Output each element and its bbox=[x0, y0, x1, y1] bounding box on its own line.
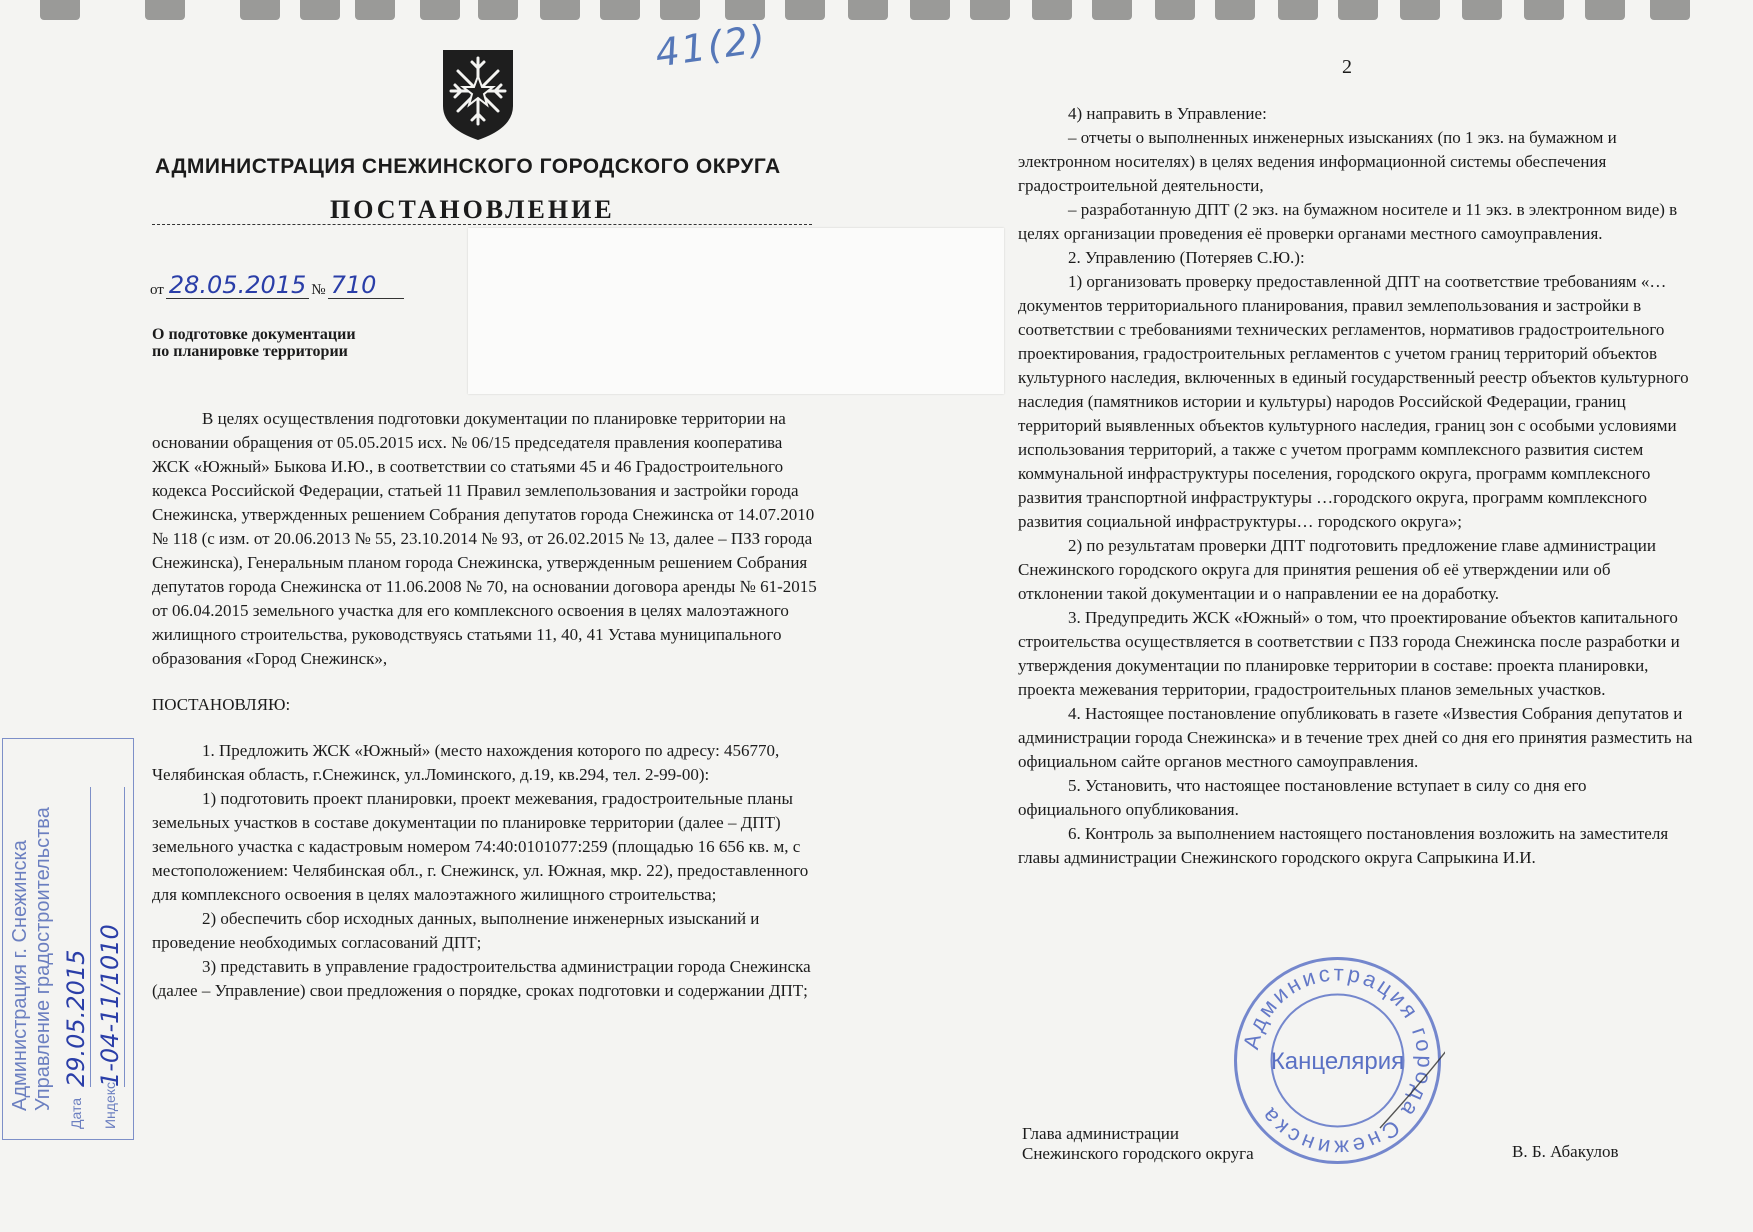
clause-paragraph: – разработанную ДПТ (2 экз. на бумажном носителе и 11 экз. в электронном виде) в целях организации проведения её проверки органами местного самоуправления. bbox=[1018, 200, 1678, 243]
clause-paragraph: 3) представить в управление градостроительства администрации города Снежинска (далее – Управление) свои предложения о порядке, сроках подготовки и содержании ДПТ; bbox=[152, 957, 811, 1000]
document-type-title: ПОСТАНОВЛЕНИЕ bbox=[330, 195, 615, 224]
resolve-heading: ПОСТАНОВЛЯЮ: bbox=[152, 695, 291, 714]
clause-paragraph: – отчеты о выполненных инженерных изысканиях (по 1 экз. на бумажном и электронном носителях) в целях ведения информационной системы обеспечения градостроительной деятельности, bbox=[1018, 128, 1617, 195]
header-rule bbox=[152, 224, 812, 225]
clause-paragraph: 6. Контроль за выполнением настоящего постановления возложить на заместителя главы администрации Снежинского городского округа Сапрыкина И.И. bbox=[1018, 824, 1669, 867]
stamp-organization-line: Управление градостроительства bbox=[32, 807, 54, 1111]
document-date: 28.05.2015 bbox=[166, 272, 309, 299]
clause-paragraph: 5. Установить, что настоящее постановление вступает в силу со дня его официального опубликования. bbox=[1018, 776, 1587, 819]
clause-paragraph: 2. Управлению (Потеряев С.Ю.): bbox=[1068, 248, 1305, 267]
clause-paragraph: 1) подготовить проект планировки, проект межевания, градостроительные планы земельных участков в составе документации по планировке территории (далее – ДПТ) земельного участка с кадастровым номером 74:40:0101077:259 (площадью 16 656 кв. м, с местоположением: Челябинская обл., г. Снежинск, ул. Южная, мкр. 22), предоставленного для комплексного освоения в целях малоэтажного жилищного строительства; bbox=[152, 789, 809, 904]
clause-paragraph: 4. Настоящее постановление опубликовать в газете «Известия Собрания депутатов и администрации города Снежинска» и в течение трех дней со дня его принятия разместить на официальном сайте органов местного самоуправления. bbox=[1018, 704, 1693, 771]
date-label: от bbox=[150, 282, 164, 298]
preamble-paragraph: В целях осуществления подготовки документации по планировке территории на основании обращения от 05.05.2015 исх. № 06/15 председателя правления кооператива ЖСК «Южный» Быкова И.Ю., в соответствии со статьями 45 и 46 Градостроительного кодекса Российской Федерации, статьей 11 Правил землепользования и застройки города Снежинска, утвержденных решением Собрания депутатов города Снежинска от 14.07.2010 № 118 (с изм. от 20.06.2013 № 55, 23.10.2014 № 93, от 26.02.2015 № 13, далее – ПЗЗ города Снежинска), Генеральным планом города Снежинска, утвержденным решением Собрания депутатов города Снежинска от 11.06.2008 № 70, на основании договора аренды № 61-2015 от 06.04.2015 земельного участка для его комплексного освоения в целях малоэтажного жилищного строительства, руководствуясь статьями 11, 40, 41 Устава муниципального образования «Город Снежинск», bbox=[152, 409, 817, 668]
redaction-patch bbox=[468, 228, 1004, 394]
document-number: 710 bbox=[328, 272, 404, 299]
stamp-date-value: 29.05.2015 bbox=[62, 787, 91, 1087]
subject-line: О подготовке документации bbox=[152, 326, 356, 343]
stamp-organization-line: Администрация г. Снежинска bbox=[9, 840, 31, 1111]
clause-paragraph: 3. Предупредить ЖСК «Южный» о том, что проектирование объектов капитального строительства осуществляется в соответствии с ПЗЗ города Снежинска после разработки и утверждения документации по планировке территории в составе: проекта планировки, проекта межевания территории, градостроительных планов земельных участков. bbox=[1018, 608, 1680, 699]
clause-paragraph: 1) организовать проверку предоставленной ДПТ на соответствие требованиям «…документов территориального планирования, правил землепользования и застройки в соответствии с требованиями технических регламентов, нормативов градостроительного проектирования, градостроительных регламентов с учетом границ территорий объектов культурного наследия, включенных в единый государственный реестр объектов культурного наследия (памятников истории и культуры) народов Российской Федерации, границ территорий выявленных объектов культурного наследия, границ зон с особыми условиями использования территорий, а также с учетом программ комплексного развития систем коммунальной инфраструктуры поселения, городского округа, программ комплексного развития транспортной инфраструктуры …городского округа, программ комплексного развития социальной инфраструктуры… городского округа»; bbox=[1018, 272, 1689, 531]
organization-title: АДМИНИСТРАЦИЯ СНЕЖИНСКОГО ГОРОДСКОГО ОКРУГА bbox=[155, 155, 781, 178]
stamp-index-value: 1-04-11/1010 bbox=[96, 787, 125, 1087]
clause-paragraph: 2) по результатам проверки ДПТ подготовить предложение главе администрации Снежинского городского округа для принятия решения об её утверждении или об отклонении такой документации и о направлении ее на доработку. bbox=[1018, 536, 1656, 603]
handwritten-annotation: 41(2) bbox=[652, 16, 770, 76]
signatory-name: В. Б. Абакулов bbox=[1512, 1142, 1619, 1161]
signatory-position: Снежинского городского округа bbox=[1022, 1144, 1254, 1163]
stamp-organization bbox=[3, 739, 59, 1139]
page-number: 2 bbox=[1342, 56, 1352, 78]
stamp-index-row bbox=[93, 739, 127, 1129]
signatory-position: Глава администрации bbox=[1022, 1124, 1179, 1143]
stamp-date-label: Дата bbox=[68, 1097, 84, 1129]
number-label: № bbox=[311, 282, 326, 298]
left-column-text bbox=[152, 407, 817, 1003]
clause-paragraph: 2) обеспечить сбор исходных данных, выполнение инженерных изысканий и проведение необходимых согласований ДПТ; bbox=[152, 909, 760, 952]
clause-paragraph: 1. Предложить ЖСК «Южный» (место нахождения которого по адресу: 456770, Челябинская область, г.Снежинск, ул.Ломинского, д.19, кв.294, тел. 2-99-00): bbox=[152, 741, 780, 784]
date-number-line bbox=[150, 272, 404, 299]
incoming-registration-stamp bbox=[2, 738, 134, 1140]
right-column-text bbox=[1018, 102, 1694, 870]
coat-of-arms-icon bbox=[439, 46, 517, 142]
subject-line: по планировке территории bbox=[152, 343, 348, 360]
document-subject bbox=[152, 326, 356, 360]
seal-ring-text: Администрация города Снежинска bbox=[1238, 960, 1438, 1161]
stamp-index-label: Индекс bbox=[102, 1081, 118, 1129]
office-seal bbox=[1230, 953, 1445, 1168]
seal-center-text: Канцелярия bbox=[1270, 1048, 1405, 1075]
stamp-date-row bbox=[59, 739, 93, 1129]
clause-paragraph: 4) направить в Управление: bbox=[1068, 104, 1267, 123]
